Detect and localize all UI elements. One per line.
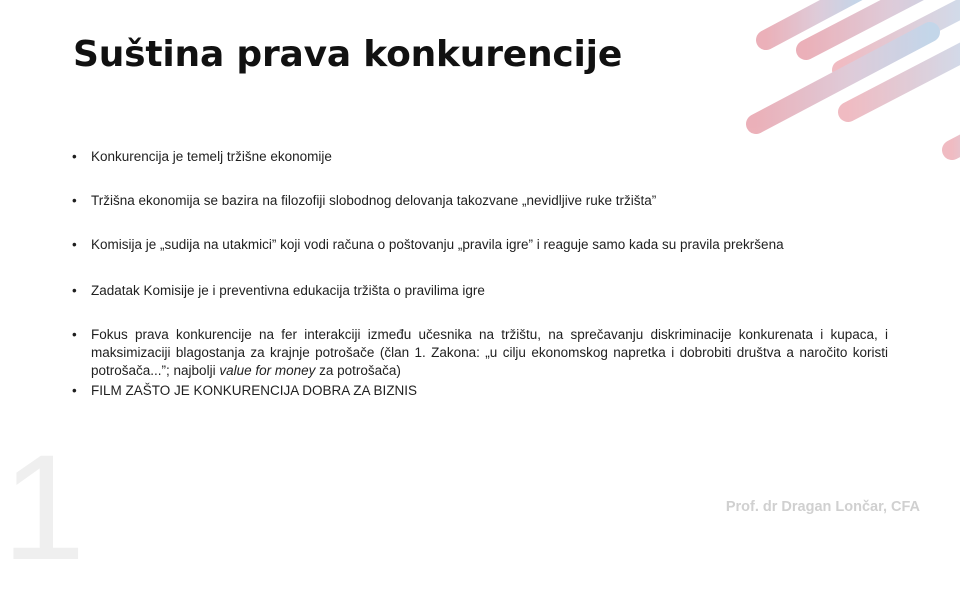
slide-number: 1 xyxy=(2,423,86,591)
list-item xyxy=(72,148,888,166)
bullet-dot: • xyxy=(72,149,77,164)
footer-author: Prof. dr Dragan Lončar, CFA xyxy=(725,499,920,515)
list-item xyxy=(72,382,888,400)
bullet-dot: • xyxy=(72,193,77,208)
list-item xyxy=(72,192,888,210)
list-item xyxy=(72,326,888,380)
bullet-text: Tržišna ekonomija se bazira na filozofiji slobodnog delovanja takozvane „nevidljive ruke tržišta” xyxy=(91,193,657,208)
list-item xyxy=(72,282,888,300)
bullet-text-before: Fokus prava konkurencije na fer interakciji između učesnika na tržištu, na sprečavanju diskriminacije konkurenata i kupaca, i maksimizaciji blagostanja za krajnje potrošače (član 1. Zakona: „u cilju ekonomskog napretka i dobrobiti društva a naročito koristi potrošača...”; najbolji xyxy=(91,327,888,378)
bullet-dot: • xyxy=(72,237,77,252)
bullet-text: FILM ZAŠTO JE KONKURENCIJA DOBRA ZA BIZNIS xyxy=(91,383,418,398)
bullet-dot: • xyxy=(72,283,77,298)
bullet-text xyxy=(91,326,888,380)
bullet-dot: • xyxy=(72,383,77,398)
bullet-dot: • xyxy=(72,327,77,342)
bullet-text: Konkurencija je temelj tržišne ekonomije xyxy=(91,149,332,164)
bullet-text-emphasis: value for money xyxy=(219,363,316,378)
list-item xyxy=(72,236,888,254)
bullet-text: Zadatak Komisije je i preventivna edukacija tržišta o pravilima igre xyxy=(91,283,485,298)
bullet-text-after: za potrošača) xyxy=(315,363,401,378)
bullet-text: Komisija je „sudija na utakmici” koji vodi računa o poštovanju „pravila igre” i reaguje samo kada su pravila prekršena xyxy=(91,237,784,252)
page-title: Suština prava konkurencije xyxy=(73,34,623,75)
